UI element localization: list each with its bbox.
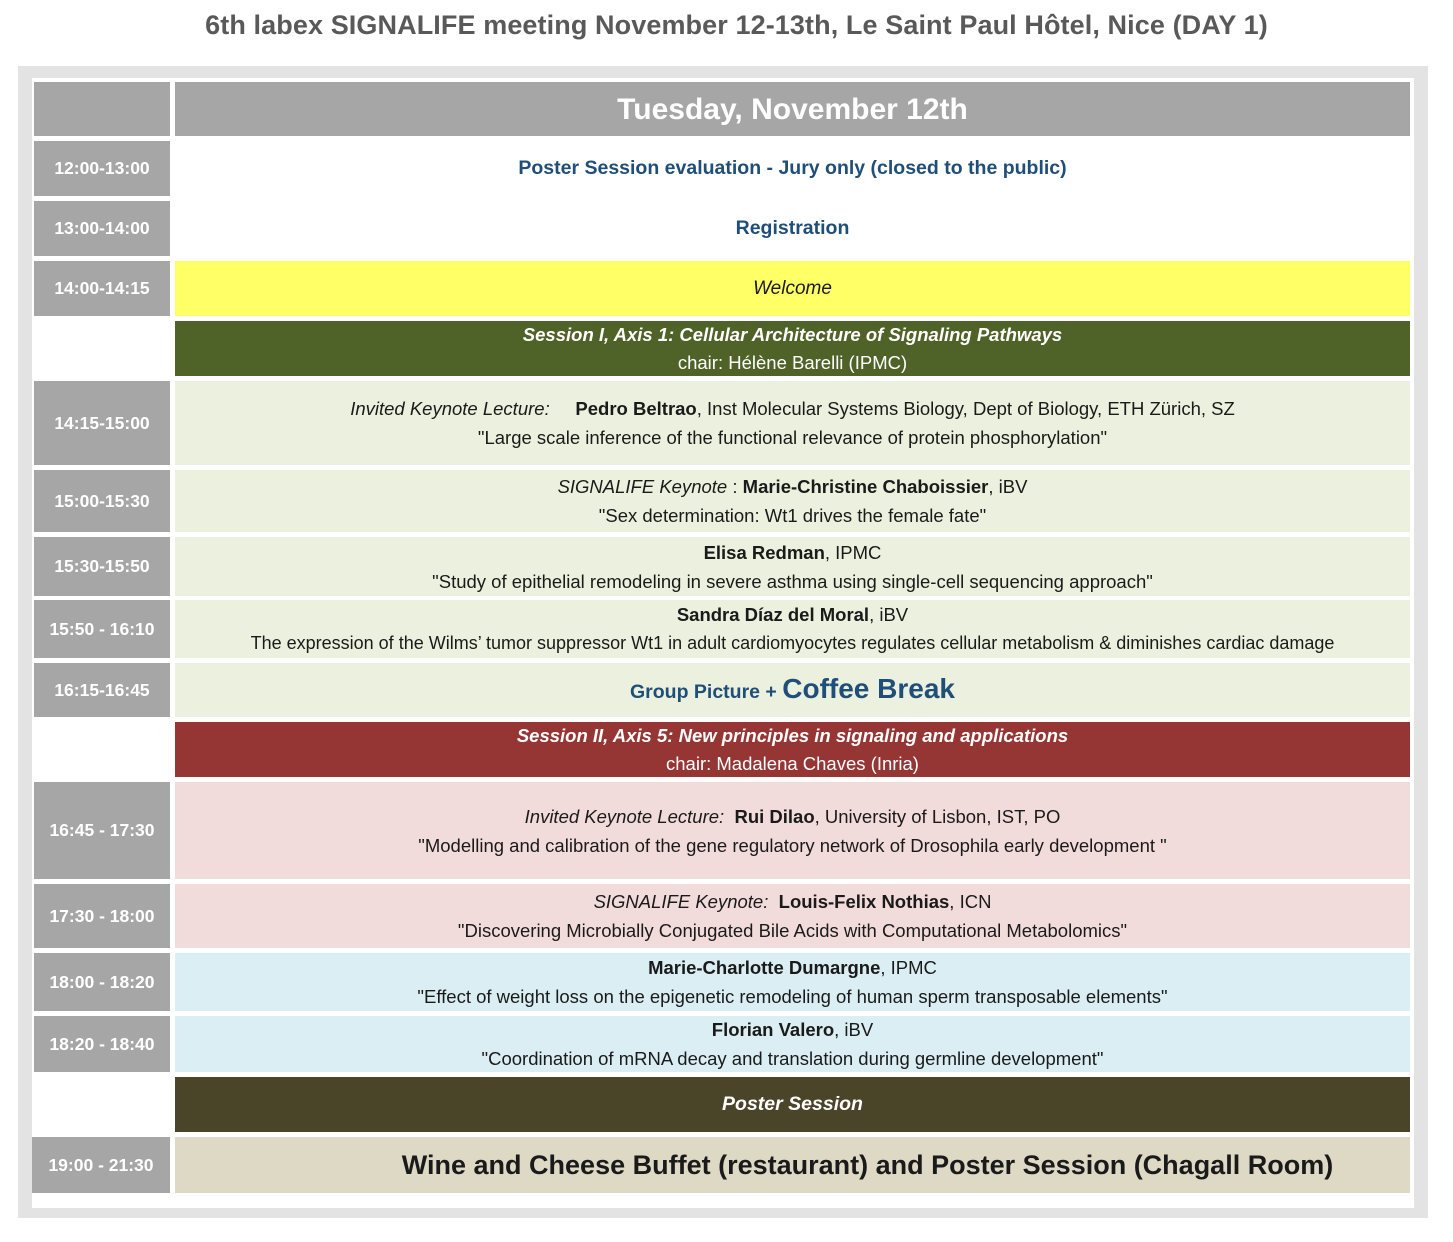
time-talk1: 14:15-15:00 (34, 381, 170, 465)
talk6-speaker: Louis-Felix Nothias (778, 891, 950, 912)
time-talk7: 18:00 - 18:20 (34, 953, 170, 1011)
time-talk8: 18:20 - 18:40 (34, 1016, 170, 1072)
talk2-type: SIGNALIFE Keynote (557, 476, 728, 497)
talk7-affiliation: , IPMC (880, 957, 937, 978)
session2-chair: chair: Madalena Chaves (Inria) (666, 752, 919, 774)
talk2-separator: : (727, 476, 743, 497)
talk3-title: "Study of epithelial remodeling in severe asthma using single-cell sequencing approach" (432, 570, 1153, 592)
talk7-cell (175, 953, 1410, 1011)
coffee-line (630, 674, 955, 707)
talk7-speaker: Marie-Charlotte Dumargne (648, 957, 881, 978)
talk3-speaker: Elisa Redman (703, 541, 825, 563)
talk2-speaker-line (558, 472, 1028, 501)
talk6-affiliation: , ICN (949, 891, 992, 912)
session1-header (175, 321, 1410, 376)
talk3-speaker-line (704, 538, 882, 567)
talk5-title: "Modelling and calibration of the gene regulatory network of Drosophila early development " (418, 834, 1167, 856)
talk7-speaker-line (648, 953, 937, 982)
talk1-speaker-line (350, 394, 1235, 423)
session1-chair: chair: Hélène Barelli (IPMC) (677, 351, 908, 373)
talk5-cell (175, 782, 1410, 879)
registration-cell: Registration (175, 201, 1410, 256)
coffee-cell (175, 663, 1410, 717)
talk1-title: "Large scale inference of the functional relevance of protein phosphorylation" (477, 427, 1108, 448)
time-welcome: 14:00-14:15 (34, 261, 170, 316)
talk6-title: "Discovering Microbially Conjugated Bile Acids with Computational Metabolomics" (457, 920, 1128, 941)
talk7-title: "Effect of weight loss on the epigenetic remodeling of human sperm transposable elements" (417, 986, 1168, 1007)
talk2-title: "Sex determination: Wt1 drives the female fate" (598, 505, 987, 526)
buffet-cell (175, 1137, 1410, 1193)
talk8-title: "Coordination of mRNA decay and translation during germline development" (481, 1048, 1104, 1069)
talk8-speaker: Florian Valero (711, 1019, 835, 1040)
time-buffet: 19:00 - 21:30 (32, 1137, 170, 1193)
talk8-affiliation: , iBV (834, 1019, 874, 1040)
page-title: 6th labex SIGNALIFE meeting November 12-13th, Le Saint Paul Hôtel, Nice (DAY 1) (205, 10, 1268, 40)
time-coffee: 16:15-16:45 (34, 663, 170, 717)
talk5-type: Invited Keynote Lecture: (524, 805, 725, 827)
time-registration: 13:00-14:00 (34, 201, 170, 256)
coffee-prefix: Group Picture + (630, 680, 783, 703)
session1-title: Session I, Axis 1: Cellular Architecture of Signaling Pathways (522, 323, 1063, 345)
talk1-speaker: Pedro Beltrao (575, 398, 697, 419)
poster-session-header: Poster Session (175, 1077, 1410, 1132)
talk8-cell (175, 1016, 1410, 1072)
day-header: Tuesday, November 12th (175, 82, 1410, 136)
talk2-cell (175, 470, 1410, 532)
coffee-main: Coffee Break (782, 672, 955, 704)
talk5-affiliation: , University of Lisbon, IST, PO (814, 805, 1061, 827)
talk4-affiliation: , iBV (869, 604, 909, 625)
talk5-speaker: Rui Dilao (734, 805, 815, 827)
poster-eval-cell: Poster Session evaluation - Jury only (closed to the public) (175, 141, 1410, 196)
talk5-speaker-line (525, 802, 1061, 831)
talk4-cell (175, 600, 1410, 658)
time-talk2: 15:00-15:30 (34, 470, 170, 532)
header-time-cell (34, 82, 170, 136)
talk6-speaker-line (594, 887, 992, 916)
talk3-cell (175, 537, 1410, 596)
talk4-speaker-line (677, 600, 908, 629)
talk1-type: Invited Keynote Lecture: (350, 398, 550, 419)
time-talk3: 15:30-15:50 (34, 537, 170, 596)
talk4-speaker: Sandra Díaz del Moral (676, 604, 870, 625)
talk2-affiliation: , iBV (988, 476, 1028, 497)
time-talk4: 15:50 - 16:10 (34, 600, 170, 658)
talk6-cell (175, 884, 1410, 948)
talk6-type: SIGNALIFE Keynote: (593, 891, 769, 912)
time-talk6: 17:30 - 18:00 (34, 884, 170, 948)
talk2-speaker: Marie-Christine Chaboissier (742, 476, 989, 497)
talk8-speaker-line (712, 1015, 873, 1044)
time-talk5: 16:45 - 17:30 (34, 782, 170, 879)
time-poster-eval: 12:00-13:00 (34, 141, 170, 196)
talk3-affiliation: , IPMC (824, 541, 882, 563)
buffet-text: Wine and Cheese Buffet (restaurant) and Poster Session (Chagall Room) (401, 1149, 1334, 1180)
welcome-cell: Welcome (175, 261, 1410, 316)
session2-title: Session II, Axis 5: New principles in signaling and applications (516, 724, 1069, 746)
talk1-cell (175, 381, 1410, 465)
talk1-affiliation: , Inst Molecular Systems Biology, Dept of Biology, ETH Zürich, SZ (696, 398, 1235, 419)
talk4-title: The expression of the Wilms’ tumor suppressor Wt1 in adult cardiomyocytes regulates cellular metabolism & diminishes cardiac damage (250, 633, 1335, 653)
session2-header (175, 722, 1410, 777)
